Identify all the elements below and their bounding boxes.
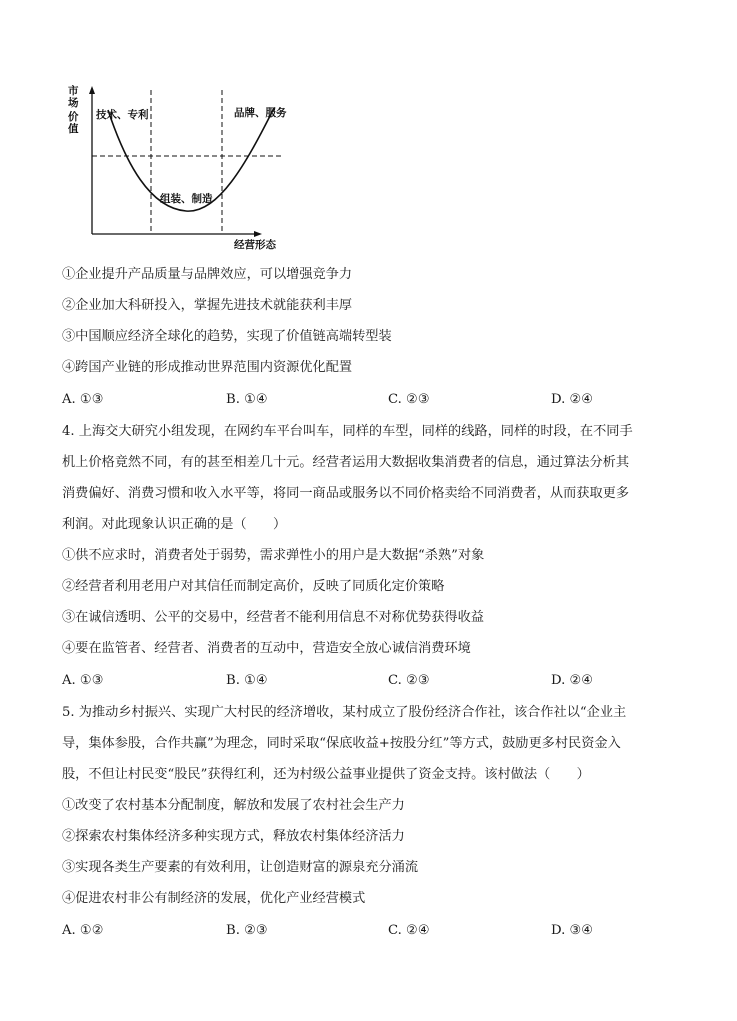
q4-stem-line-4: 利润。对此现象认识正确的是（ ）: [62, 517, 287, 532]
q3-option-a[interactable]: A. ①③: [62, 392, 104, 407]
q3-options: [62, 391, 622, 409]
q4-stem-line-3: 消费偏好、消费习惯和收入水平等，将同一商品或服务以不同价格卖给不同消费者，从而获取更多: [62, 486, 630, 501]
y-axis-label-2: 场: [68, 97, 79, 109]
y-axis-arrow-icon: [89, 86, 95, 94]
q5-statement-1: ①改变了农村基本分配制度，解放和发展了农村社会生产力: [62, 798, 405, 813]
smile-curve-figure: [62, 84, 302, 252]
q4-options: [62, 672, 622, 690]
q5-statement-4: ④促进农村非公有制经济的发展，优化产业经营模式: [62, 891, 366, 906]
q3-statement-4: ④跨国产业链的形成推动世界范围内资源优化配置: [62, 360, 353, 375]
q4-option-d[interactable]: D. ②④: [551, 673, 594, 688]
y-axis-label-1: 市: [68, 85, 79, 97]
y-axis-label-3: 价: [68, 111, 79, 123]
q3-statement-3: ③中国顺应经济全球化的趋势，实现了价值链高端转型装: [62, 329, 392, 344]
q5-stem-line-3: 股，不但让村民变“股民”获得红利，还为村级公益事业提供了资金支持。该村做法（ ）: [62, 767, 590, 782]
q5-option-a[interactable]: A. ①②: [62, 923, 104, 938]
x-axis-arrow-icon: [254, 231, 262, 237]
label-assembly-manufacture: 组装、制造: [160, 193, 213, 205]
q5-stem-line-2: 导，集体参股，合作共赢”为理念，同时采取“保底收益+按股分红”等方式，鼓励更多村民资金入: [62, 736, 621, 751]
q4-statement-4: ④要在监管者、经营者、消费者的互动中，营造安全放心诚信消费环境: [62, 641, 471, 656]
q3-option-b[interactable]: B. ①④: [226, 392, 268, 407]
q5-option-d[interactable]: D. ③④: [551, 923, 594, 938]
q4-option-a[interactable]: A. ①③: [62, 673, 104, 688]
q3-option-c[interactable]: C. ②③: [388, 392, 430, 407]
q4-statement-1: ①供不应求时，消费者处于弱势，需求弹性小的用户是大数据“杀熟”对象: [62, 548, 485, 563]
q5-statement-3: ③实现各类生产要素的有效利用，让创造财富的源泉充分涌流: [62, 860, 419, 875]
y-axis-label-4: 值: [68, 123, 79, 135]
q5-option-c[interactable]: C. ②④: [388, 923, 430, 938]
q4-option-c[interactable]: C. ②③: [388, 673, 430, 688]
q3-statement-1: ①企业提升产品质量与品牌效应，可以增强竞争力: [62, 267, 353, 282]
q4-statement-3: ③在诚信透明、公平的交易中，经营者不能利用信息不对称优势获得收益: [62, 610, 484, 625]
label-brand-service: 品牌、服务: [234, 107, 287, 119]
q5-stem-line-1: 5. 为推动乡村振兴、实现广大村民的经济增收，某村成立了股份经济合作社，该合作社以“企业主: [62, 705, 627, 720]
q5-option-b[interactable]: B. ②③: [226, 923, 268, 938]
q4-stem-line-2: 机上价格竟然不同，有的甚至相差几十元。经营者运用大数据收集消费者的信息，通过算法分析其: [62, 455, 630, 470]
q5-options: [62, 922, 622, 940]
q4-stem-line-1: 4. 上海交大研究小组发现，在网约车平台叫车，同样的车型，同样的线路，同样的时段，在不同手: [62, 424, 633, 439]
q4-option-b[interactable]: B. ①④: [226, 673, 268, 688]
q3-option-d[interactable]: D. ②④: [551, 392, 594, 407]
x-axis-label: 经营形态: [234, 239, 276, 251]
q3-statement-2: ②企业加大科研投入，掌握先进技术就能获利丰厚: [62, 298, 353, 313]
smile-curve-svg: [62, 84, 302, 252]
q5-statement-2: ②探索农村集体经济多种实现方式，释放农村集体经济活力: [62, 829, 405, 844]
label-tech-patent: 技术、专利: [96, 109, 149, 121]
q4-statement-2: ②经营者利用老用户对其信任而制定高价，反映了同质化定价策略: [62, 579, 445, 594]
